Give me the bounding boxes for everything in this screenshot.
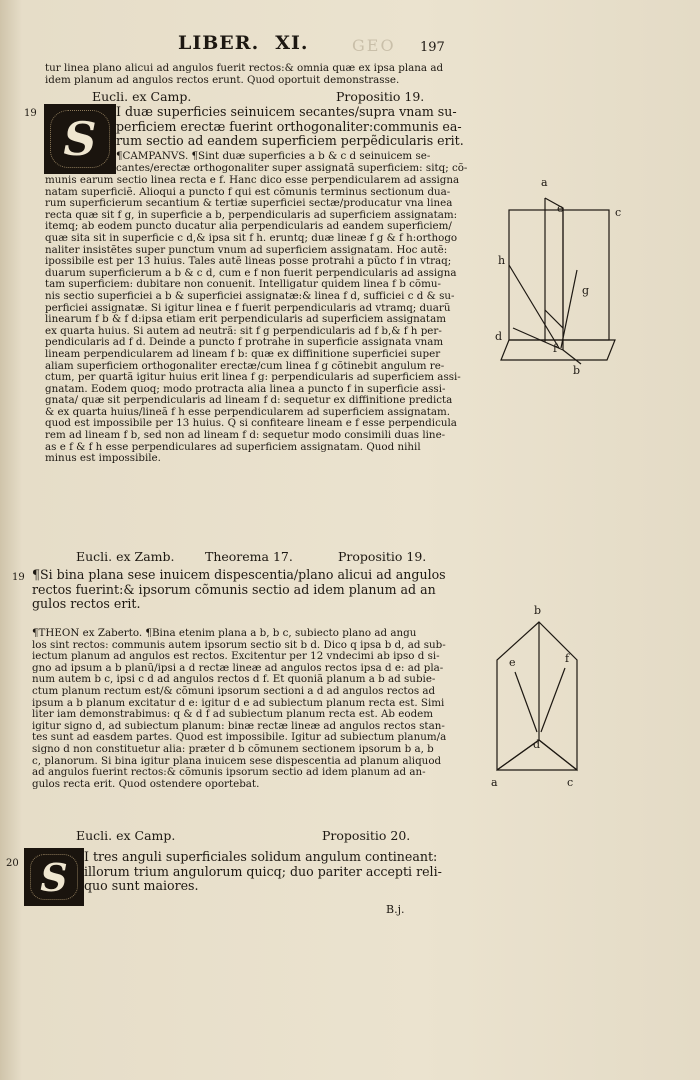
text-line: pendicularis ad f d. Deinde a puncto f protrahe in superficie assignata vnam <box>45 337 444 349</box>
text-line: ¶Si bina plana sese inuicem dispescentia/plano alicui ad angulos <box>32 568 446 582</box>
text-line: signo d non constituetur alia: præter d b cõmunem sectionem ipsorum b a, b <box>32 743 434 755</box>
proposition-heading: Propositio 20. <box>322 828 411 843</box>
decorated-initial <box>44 104 116 174</box>
page-number: 197 <box>420 40 445 55</box>
commentary-body <box>45 175 485 465</box>
text-line: ctum planum rectum est/& cõmuni ipsorum sectioni a d ad angulos rectos ad <box>32 685 436 697</box>
text-line: I tres anguli superficiales solidum angulum contineant: <box>84 850 438 864</box>
source-heading: Eucli. ex Camp. <box>92 89 192 104</box>
text-line: tes sunt ad easdem partes. Quod est impossibile. Igitur ad subiectum planum/a <box>32 732 447 744</box>
label-f: f <box>565 652 570 665</box>
proposition-heading: Propositio 19. <box>336 89 425 104</box>
text-line: ad angulos fuerint rectos:& cõmunis ipsorum sectio ad idem planum ad an- <box>32 767 426 779</box>
dropcap-letter: S <box>40 854 68 900</box>
decorated-initial <box>24 848 84 906</box>
line-de <box>515 672 537 732</box>
text-line: gulos rectos erit. <box>32 597 141 612</box>
margin-number: 19 <box>24 108 37 119</box>
text-line: ¶THEON ex Zaberto. ¶Bina etenim plana a b, b c, subiecto plano ad angu <box>32 628 417 639</box>
line-fh <box>509 265 559 348</box>
book-number: XI. <box>275 32 309 54</box>
text-line: tam superficiem: dubitare non conuenit. Intelligatur quidem linea f b cõmu- <box>45 279 441 291</box>
proposition-heading: Propositio 19. <box>338 549 427 564</box>
text-line: gnatam. Eodem quoq; modo protracta alia linea a puncto f in superficie assi- <box>45 383 446 395</box>
plane-cd-outline <box>509 210 609 340</box>
text-line: recta quæ sit f g, in superficie a b, perpendicularis ad superficiem assignatam: <box>45 209 458 221</box>
line-df <box>541 668 565 732</box>
text-line: gnata/ quæ sit perpendicularis ad lineam f d: sequetur ex diffinitione predicta <box>45 395 453 407</box>
label-b: b <box>534 604 542 617</box>
text-line: munis earum sectio linea recta e f. Hanc dico esse perpendicularem ad assigna <box>45 175 460 186</box>
text-line: ipsum a b planum excitatur d e: igitur d e ad subiectum planum recta est. Simi <box>32 697 445 709</box>
text-line: as e f & f h esse perpendiculares ad superficiem assignatam. Quod nihil <box>45 441 421 453</box>
running-header <box>178 32 308 54</box>
text-line: idem planum ad angulos rectos erunt. Quod oportuit demonstrasse. <box>45 74 400 86</box>
running-title: LIBER. <box>178 32 260 54</box>
text-line: & ex quarta huius/lineã f h esse perpendicularem ad superficiem assignatam. <box>45 406 451 418</box>
source-heading: Eucli. ex Camp. <box>76 828 176 843</box>
dropcap-letter: S <box>63 112 97 166</box>
label-d: d <box>495 330 503 343</box>
theorem-heading: Theorema 17. <box>205 549 293 564</box>
text-line: ipossibile est per 13 huius. Tales autẽ lineas posse protrahi a pũcto f in vtraq; <box>45 256 452 268</box>
text-line: liter iam demonstrabimus: q & d f ad subiectum planum recta est. Ab eodem <box>32 709 434 721</box>
text-line: los sint rectos: communis autem ipsorum sectio sit b d. Dico q ipsa b d, ad sub- <box>32 639 446 651</box>
text-line: tur linea plano alicui ad angulos fuerit rectos:& omnia quæ ex ipsa plana ad <box>45 63 444 74</box>
text-line: lineam perpendicularem ad lineam f b: quæ ex diffinitione superficiei super <box>45 348 441 360</box>
proposition-enunciation <box>84 850 484 894</box>
text-line: gulos recta erit. Quod ostendere oportebat. <box>32 778 260 790</box>
text-line: linearum f b & f d:ipsa etiam erit perpendicularis ad superficiem assignatam <box>45 314 446 326</box>
text-line: iectum planum ad angulos est rectos. Excitentur per 12 vndecimi ab ipso d si- <box>32 651 440 663</box>
theorem-enunciation <box>32 568 487 612</box>
text-line: natam superficiẽ. Alioqui a puncto f qui est cõmunis terminus sectionum dua- <box>45 186 451 198</box>
text-line: quæ sita sit in superficie c d,& ipsa sit f h. eruntq; duæ lineæ f g & f h:orthogo <box>45 232 458 244</box>
text-line: rum sectio ad eandem superficiem perpẽdicularis erit. <box>116 134 464 149</box>
text-line: igitur signo d, ad subiectum planum: binæ rectæ lineæ ad angulos rectos stan- <box>32 720 445 732</box>
text-line: rum superficierum secantium & tertiæ superficiei sectæ/producatur vna linea <box>45 198 453 210</box>
text-line: c, planorum. Si bina igitur plana inuicem sese dispescentia ad planum aliquod <box>32 755 442 767</box>
text-line: rem ad lineam f b, sed non ad lineam f d: sequetur modo consimili duas line- <box>45 430 446 442</box>
commentary-line <box>116 163 486 175</box>
text-line: I duæ superficies seinuicem secantes/supra vnam su- <box>116 105 457 119</box>
text-line: aliam superficiem orthogonaliter erectæ/cum linea f g cõtinebit angulum re- <box>45 360 445 372</box>
show-through-text: GEO <box>352 36 396 55</box>
text-line: naliter insistẽtes super punctum vnum ad superficiem assignatam. Hoc autẽ: <box>45 244 448 256</box>
text-line: rectos fuerint:& ipsorum cõmunis sectio ad idem planum ad an <box>32 582 436 597</box>
text-line: cantes/erectæ orthogonaliter super assignatã superficiem: sitq; cõ- <box>116 163 468 174</box>
text-line: num autem b c, ipsi c d ad angulos rectos d f. Et quoniã planum a b ad subie- <box>32 674 436 686</box>
text-line: perficiei assignatæ. Si igitur linea e f fuerit perpendicularis ad vtramq; duarũ <box>45 302 451 314</box>
base-plane <box>501 340 615 360</box>
label-f: f <box>553 342 558 355</box>
margin-number: 20 <box>6 858 19 869</box>
label-h: h <box>498 254 506 267</box>
plane-ab-outline <box>545 198 563 328</box>
label-a: a <box>491 776 498 789</box>
text-line: quod est impossibile per 13 huius. Q̃ si confiteare lineam e f esse perpendicula <box>45 418 457 430</box>
figure-theon-planes <box>485 600 595 790</box>
text-line: ex quarta huius. Si autem ad neutrã: sit f g perpendicularis ad f b,& f h per- <box>45 325 442 337</box>
label-e: e <box>509 656 516 669</box>
text-line: minus est impossibile. <box>45 453 161 465</box>
proposition-enunciation <box>116 105 486 149</box>
text-line: ctum, per quartã igitur huius erit linea f g: perpendicularis ad superficiem assi- <box>45 372 461 384</box>
label-b: b <box>573 364 581 377</box>
figure-intersecting-planes <box>485 170 635 380</box>
text-line: illorum trium angulorum quicq; duo pariter accepti reli- <box>84 864 442 879</box>
text-line: quo sunt maiores. <box>84 879 199 894</box>
text-line: perficiem erectæ fuerint orthogonaliter:communis ea- <box>116 119 462 134</box>
label-c: c <box>615 206 622 219</box>
text-line: itemq; ab eodem puncto ducatur alia perpendicularis ad eandem superficiem/ <box>45 221 452 233</box>
commentary-start <box>116 151 486 163</box>
label-d: d <box>533 738 541 751</box>
signature-mark: B.j. <box>386 903 405 916</box>
label-c: c <box>567 776 574 789</box>
text-line: nis sectio superficiei a b & superficiei assignatæ:& linea f d, sufficiei c d & su- <box>45 290 455 302</box>
label-e: e <box>557 202 564 215</box>
label-a: a <box>541 176 548 189</box>
source-heading: Eucli. ex Zamb. <box>76 549 175 564</box>
theon-commentary <box>32 628 487 790</box>
text-line: ¶CAMPANVS. ¶Sint duæ superficies a b & c d seinuicem se- <box>116 151 431 162</box>
label-g: g <box>582 284 590 297</box>
margin-number: 19 <box>12 572 25 583</box>
continuation-text <box>45 63 485 86</box>
text-line: duarum superficierum a b & c d, cum e f non fuerit perpendicularis ad assigna <box>45 267 457 279</box>
text-line: gno ad ipsum a b planũ/ipsi a d rectæ lineæ ad angulos rectos ipsa d e: ad pla- <box>32 662 444 674</box>
